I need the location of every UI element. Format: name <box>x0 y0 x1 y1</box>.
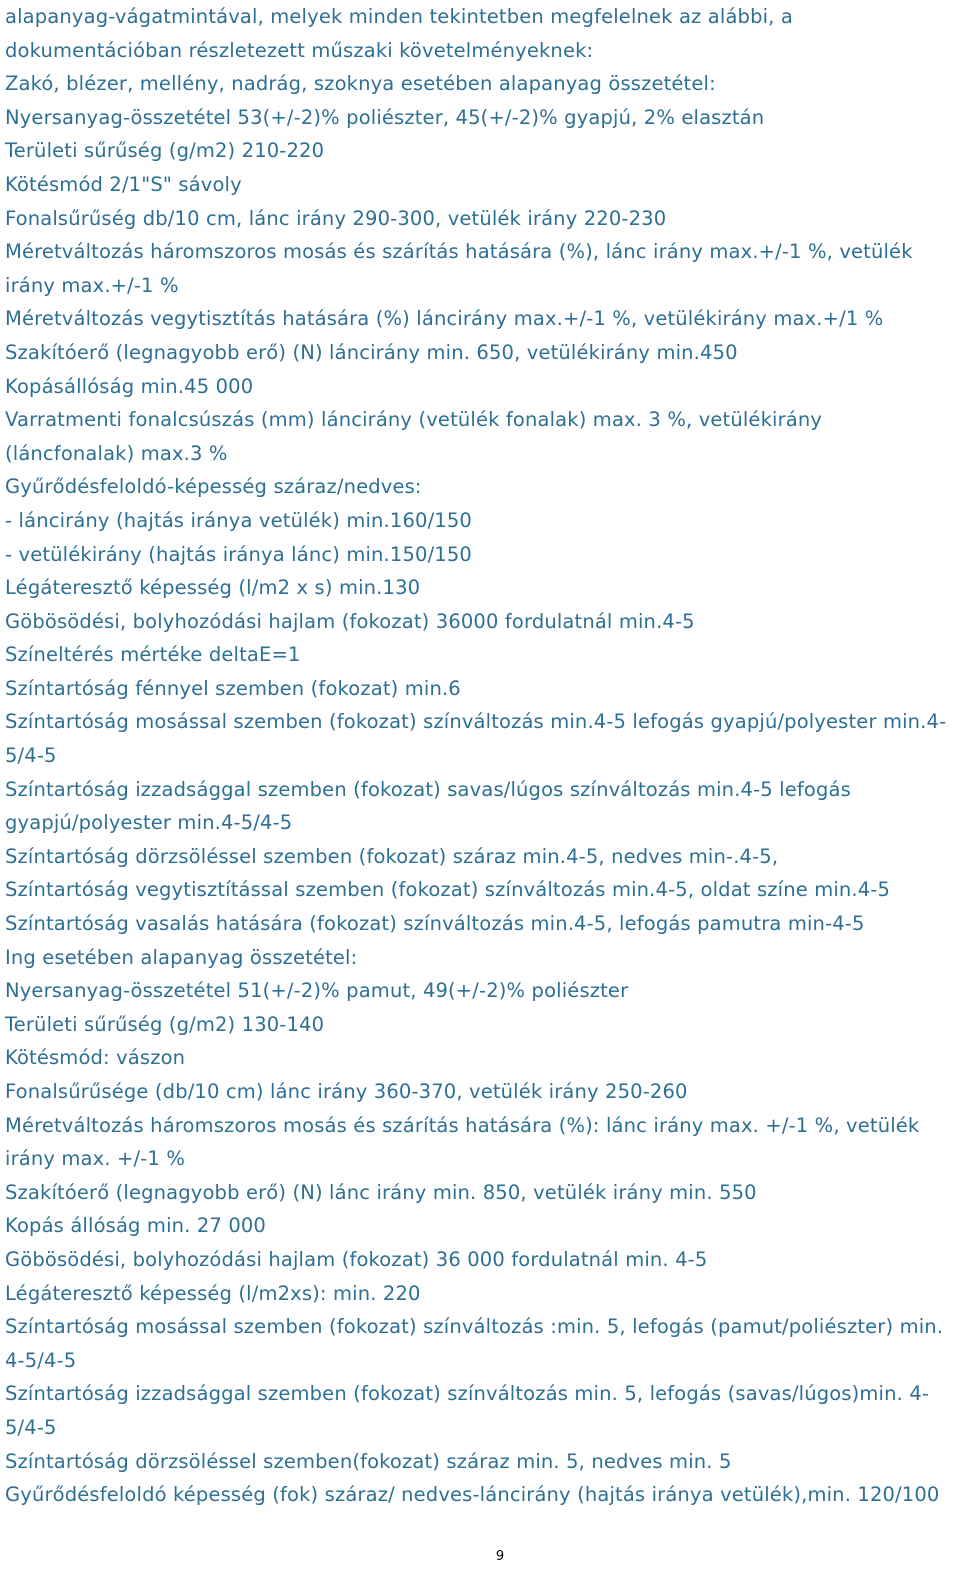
paragraph: Területi sűrűség (g/m2) 130-140 <box>5 1012 325 1036</box>
paragraph: Területi sűrűség (g/m2) 210-220 <box>5 139 325 163</box>
paragraph: Szakítóerő (legnagyobb erő) (N) lánc irány min. 850, vetülék irány min. 550 <box>5 1180 757 1204</box>
paragraph: Méretváltozás háromszoros mosás és szárítás hatására (%), lánc irány max.+/-1 %, vetülék irány max.+/-1 % <box>5 240 913 297</box>
paragraph: Méretváltozás háromszoros mosás és szárítás hatására (%): lánc irány max. +/-1 %, vetülék irány max. +/-1 % <box>5 1113 920 1171</box>
paragraph: Méretváltozás vegytisztítás hatására (%) láncirány max.+/-1 %, vetülékirány max.+/1 % <box>5 307 884 331</box>
paragraph: Fonalsűrűsége (db/10 cm) lánc irány 360-370, vetülék irány 250-260 <box>5 1080 688 1103</box>
paragraph: Nyersanyag-összetétel 53(+/-2)% poliészter, 45(+/-2)% gyapjú, 2% elasztán <box>5 105 765 129</box>
paragraph: Színtartóság izzadsággal szemben (fokozat) színváltozás min. 5, lefogás (savas/lúgos)min. 4-5/4-5 <box>5 1382 930 1439</box>
paragraph: alapanyag-vágatmintával, melyek minden tekintetben megfelelnek az alábbi, a <box>5 5 793 28</box>
paragraph: Légáteresztő képesség (l/m2 x s) min.130 <box>5 576 421 600</box>
paragraph: Színtartóság mosással szemben (fokozat) színváltozás min.4-5 lefogás gyapjú/polyester min.4-5/4-5 <box>5 710 947 768</box>
document-body <box>5 0 957 1512</box>
paragraph: Színeltérés mértéke deltaE=1 <box>5 643 301 667</box>
paragraph: - vetülékirány (hajtás iránya lánc) min.150/150 <box>5 542 472 566</box>
paragraph: Légáteresztő képesség (l/m2xs): min. 220 <box>5 1281 421 1305</box>
paragraph: Kötésmód 2/1"S" sávoly <box>5 172 242 196</box>
paragraph: Gyűrődésfeloldó-képesség száraz/nedves: <box>5 475 422 499</box>
paragraph: Színtartóság fénnyel szemben (fokozat) min.6 <box>5 676 461 700</box>
paragraph: Színtartóság mosással szemben (fokozat) színváltozás :min. 5, lefogás (pamut/poliészter) min. 4-5/4-5 <box>5 1315 944 1372</box>
paragraph: Göbösödési, bolyhozódási hajlam (fokozat) 36000 fordulatnál min.4-5 <box>5 609 695 633</box>
paragraph: Színtartóság izzadsággal szemben (fokozat) savas/lúgos színváltozás min.4-5 lefogás gyapjú/polyester min.4-5/4-5 <box>5 777 851 835</box>
paragraph: Színtartóság vasalás hatására (fokozat) színváltozás min.4-5, lefogás pamutra min-4-5 <box>5 912 865 936</box>
paragraph: Szakítóerő (legnagyobb erő) (N) láncirány min. 650, vetülékirány min.450 <box>5 340 738 364</box>
paragraph: - láncirány (hajtás iránya vetülék) min.160/150 <box>5 508 472 532</box>
paragraph: Fonalsűrűség db/10 cm, lánc irány 290-300, vetülék irány 220-230 <box>5 206 667 230</box>
paragraph: Nyersanyag-összetétel 51(+/-2)% pamut, 49(+/-2)% poliészter <box>5 979 629 1003</box>
paragraph: Kötésmód: vászon <box>5 1046 186 1070</box>
paragraph: dokumentációban részletezett műszaki követelményeknek: <box>5 38 594 62</box>
page-number: 9 <box>495 1549 505 1564</box>
paragraph: Színtartóság vegytisztítással szemben (fokozat) színváltozás min.4-5, oldat színe min.4-5 <box>5 878 891 902</box>
paragraph: Göbösödési, bolyhozódási hajlam (fokozat) 36 000 fordulatnál min. 4-5 <box>5 1247 708 1271</box>
paragraph: Kopásállóság min.45 000 <box>5 374 254 398</box>
paragraph: Zakó, blézer, mellény, nadrág, szoknya esetében alapanyag összetétel: <box>5 72 716 96</box>
paragraph: Gyűrődésfeloldó képesség (fok) száraz/ nedves-láncirány (hajtás iránya vetülék),min. 120/100 <box>5 1483 940 1507</box>
paragraph: Varratmenti fonalcsúszás (mm) láncirány (vetülék fonalak) max. 3 %, vetülékirány (láncfonalak) max.3 % <box>5 408 823 465</box>
paragraph: Kopás állóság min. 27 000 <box>5 1214 266 1238</box>
paragraph: Színtartóság dörzsöléssel szemben (fokozat) száraz min.4-5, nedves min-.4-5, <box>5 844 779 868</box>
paragraph: Színtartóság dörzsöléssel szemben(fokozat) száraz min. 5, nedves min. 5 <box>5 1449 732 1473</box>
paragraph: Ing esetében alapanyag összetétel: <box>5 945 358 969</box>
